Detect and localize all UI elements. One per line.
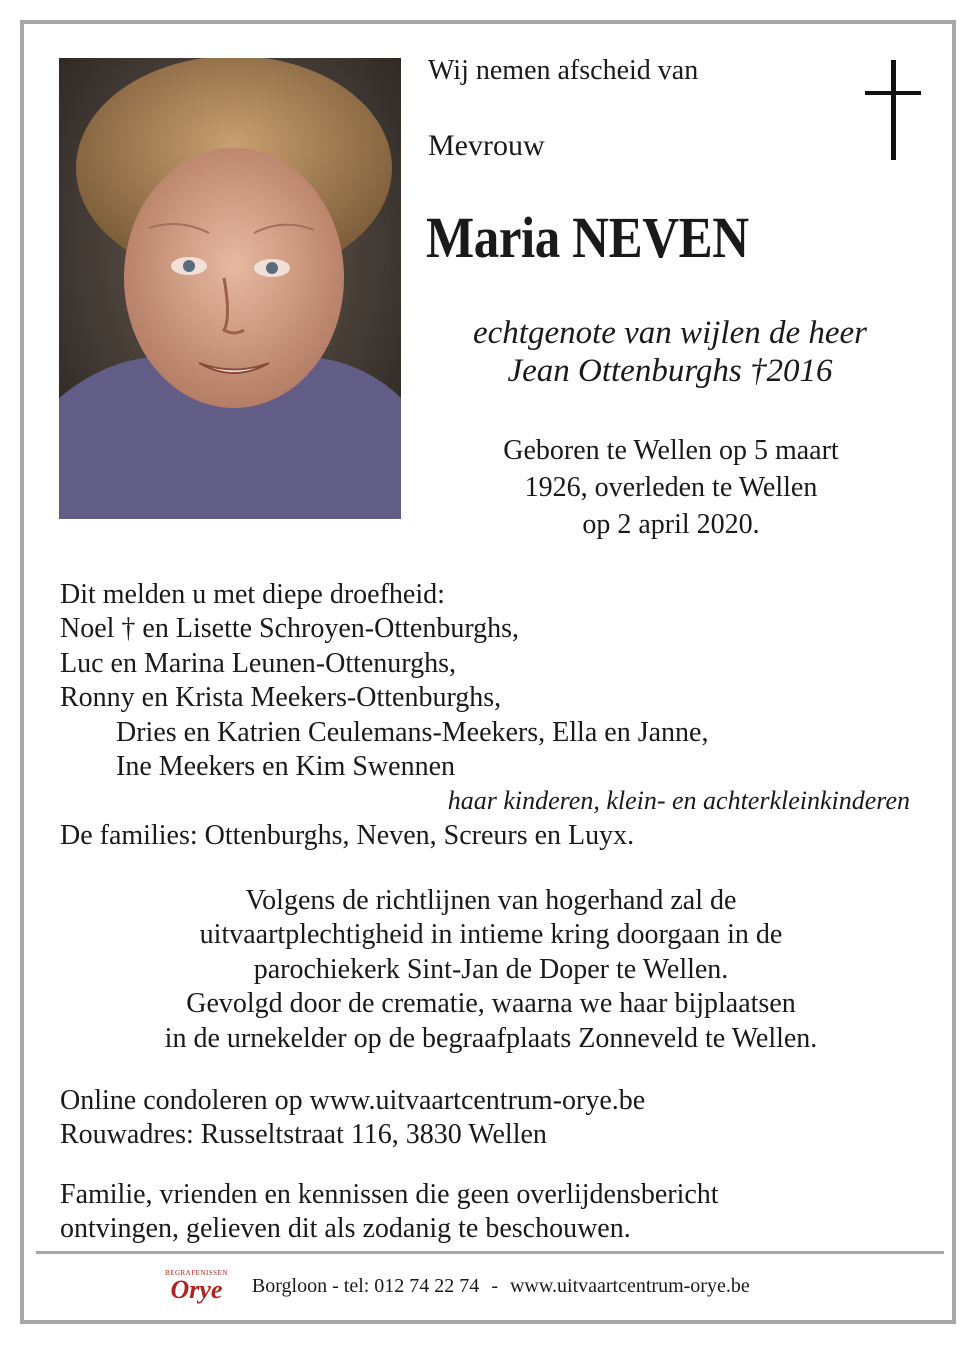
mourning-address: Rouwadres: Russeltstraat 116, 3830 Wellen [60,1119,547,1151]
title-text: Mevrouw [428,129,545,162]
logo-subtitle: BEGRAFENISSEN [165,1269,228,1277]
footer-website[interactable]: www.uitvaartcentrum-orye.be [509,1274,750,1297]
mourners-list [60,578,940,853]
cross-icon [862,60,924,160]
ceremony-line: uitvaartplechtigheid in intieme kring doorgaan in de [199,919,783,951]
intro-text: Wij nemen afscheid van [428,55,699,86]
born-line-1: Geboren te Wellen op 5 maart [503,435,839,466]
closing-line-1: Familie, vrienden en kennissen die geen overlijdensbericht [60,1179,719,1210]
closing-note [60,1178,719,1247]
families-line: De families: Ottenburghs, Neven, Screurs en Luyx. [60,819,635,851]
spouse-info [420,314,920,390]
mourner-line: Ronny en Krista Meekers-Ottenburghs, [60,682,502,714]
relation-note: haar kinderen, klein- en achterkleinkinderen [447,786,910,816]
mourner-line: Luc en Marina Leunen-Ottenurghs, [60,647,457,679]
ceremony-line: Volgens de richtlijnen van hogerhand zal de [245,885,737,916]
footer-separator: - [491,1274,498,1297]
online-condolence: Online condoleren op www.uitvaartcentrum-orye.be [60,1085,646,1116]
mourner-line-indented: Ine Meekers en Kim Swennen [116,751,456,783]
footer [165,1266,750,1306]
born-line-2: 1926, overleden te Wellen [524,472,818,503]
mourner-line-indented: Dries en Katrien Ceulemans-Meekers, Ella en Janne, [116,716,709,748]
mourners-heading: Dit melden u met diepe droefheid: [60,579,445,610]
closing-line-2: ontvingen, gelieven dit als zodanig te beschouwen. [60,1213,631,1245]
ceremony-line: parochiekerk Sint-Jan de Doper te Wellen. [253,953,729,985]
deceased-name: Maria NEVEN [426,205,749,270]
ceremony-line: Gevolgd door de crematie, waarna we haar bijplaatsen [186,988,796,1020]
footer-location-phone: Borgloon - tel: 012 74 22 74 [251,1274,480,1297]
footer-divider [36,1251,944,1254]
contact-info [60,1084,645,1153]
mourner-line: Noel † en Lisette Schroyen-Ottenburghs, [60,613,520,645]
orye-logo [165,1269,228,1303]
spouse-line-1: echtgenote van wijlen de heer [472,315,868,351]
ceremony-info [60,884,922,1056]
born-line-3: op 2 april 2020. [582,509,760,540]
portrait-photo [59,58,401,519]
birth-death-info [440,432,902,543]
logo-wordmark: Orye [170,1275,223,1304]
ceremony-line: in de urnekelder op de begraafplaats Zonneveld te Wellen. [164,1022,818,1054]
spouse-line-2: Jean Ottenburghs †2016 [507,353,833,389]
